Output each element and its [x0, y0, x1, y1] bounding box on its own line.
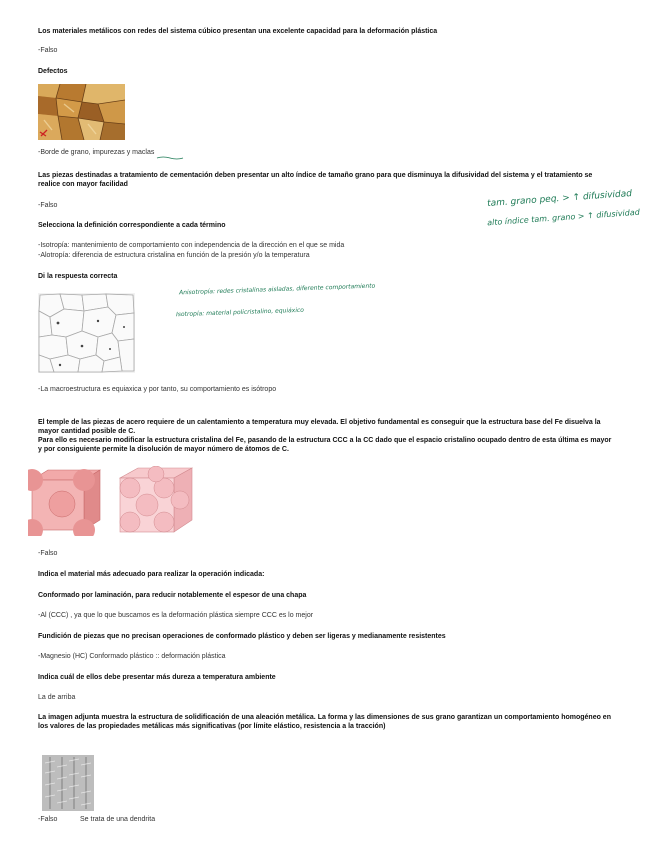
- question-cementation: Las piezas destinadas a tratamiento de cementación deben presentar un alto índice de tamaño grano para que disminuya la difusividad del sistema y el tratamiento se realice con mayor facilidad: [38, 172, 593, 188]
- answer-solidification-note: Se trata de una dendrita: [80, 816, 156, 823]
- handwritten-note-isotropy: Isotropía: material policristalino, equiáxico: [175, 306, 305, 319]
- subquestion-rolling: Conformado por laminación, para reducir notablemente el espesor de una chapa: [38, 592, 307, 599]
- question-correct-answer: Di la respuesta correcta: [38, 273, 118, 280]
- handwritten-note-grain-1: tam. grano peq. > ↑ difusividad: [486, 188, 633, 210]
- defects-heading: Defectos: [38, 68, 68, 75]
- answer-tempering: -Falso: [38, 550, 58, 557]
- question-material-operation: Indica el material más adecuado para realizar la operación indicada:: [38, 571, 265, 578]
- subquestion-casting: Fundición de piezas que no precisan operaciones de conformado plástico y deben ser ligeras y medianamente resistentes: [38, 633, 446, 640]
- question-definitions: Selecciona la definición correspondiente a cada término: [38, 222, 226, 229]
- question-cubic-lattice: Los materiales metálicos con redes del sistema cúbico presentan una excelente capacidad para la deformación plástica: [38, 28, 438, 35]
- handwritten-underline-maclas: [156, 156, 184, 160]
- definition-isotropy: -Isotropía: mantenimiento de comportamiento con independencia de la dirección en el que se mida: [38, 242, 345, 249]
- question-tempering-p2: Para ello es necesario modificar la estructura cristalina del Fe, pasando de la estructura CCC a la CC dado que el espacio cristalino ocupado dentro de esta última es mayor y por consiguiente permite la disolución de mayor número de átomos de C.: [38, 437, 612, 453]
- answer-macrostructure: -La macroestructura es equiaxica y por tanto, su comportamiento es isótropo: [38, 386, 277, 393]
- answer-casting: -Magnesio (HC) Conformado plástico :: deformación plástica: [38, 653, 226, 660]
- answer-hardness: La de arriba: [38, 694, 76, 701]
- dendrite-micrograph-image: [42, 755, 94, 811]
- answer-cementation: -Falso: [38, 202, 58, 209]
- equiaxed-grains-image: [38, 293, 135, 373]
- answer-rolling: -Al (CCC) , ya que lo que buscamos es la deformación plástica siempre CCC es lo mejor: [38, 612, 314, 619]
- definition-allotropy: -Alotropía: diferencia de estructura cristalina en función de la presión y/o la temperatura: [38, 252, 310, 259]
- question-solidification: La imagen adjunta muestra la estructura de solidificación de una aleación metálica. La forma y las dimensiones de sus grano garantizan un comportamiento homogéneo en los valores de las propiedades metálicas más significativas (por límite elástico, resistencia a la tracción): [38, 714, 611, 730]
- question-hardness: Indica cuál de ellos debe presentar más dureza a temperatura ambiente: [38, 674, 276, 681]
- handwritten-note-grain-2: alto índice tam. grano > ↑ difusividad: [486, 207, 641, 228]
- handwritten-note-anisotropy: Anisotropía: redes cristalinas aisladas, diferente comportamiento: [178, 282, 376, 297]
- question-tempering-p1: El temple de las piezas de acero requiere de un calentamiento a temperatura muy elevada. El objetivo fundamental es conseguir que la estructura base del Fe disuelva la mayor cantidad posible de C.: [38, 419, 601, 435]
- defects-micrograph-image: [38, 84, 125, 140]
- answer-defects: -Borde de grano, impurezas y maclas: [38, 149, 155, 156]
- answer-solidification: -Falso: [38, 816, 58, 823]
- unit-cell-structures-image: [28, 466, 198, 536]
- answer-cubic-lattice: -Falso: [38, 47, 58, 54]
